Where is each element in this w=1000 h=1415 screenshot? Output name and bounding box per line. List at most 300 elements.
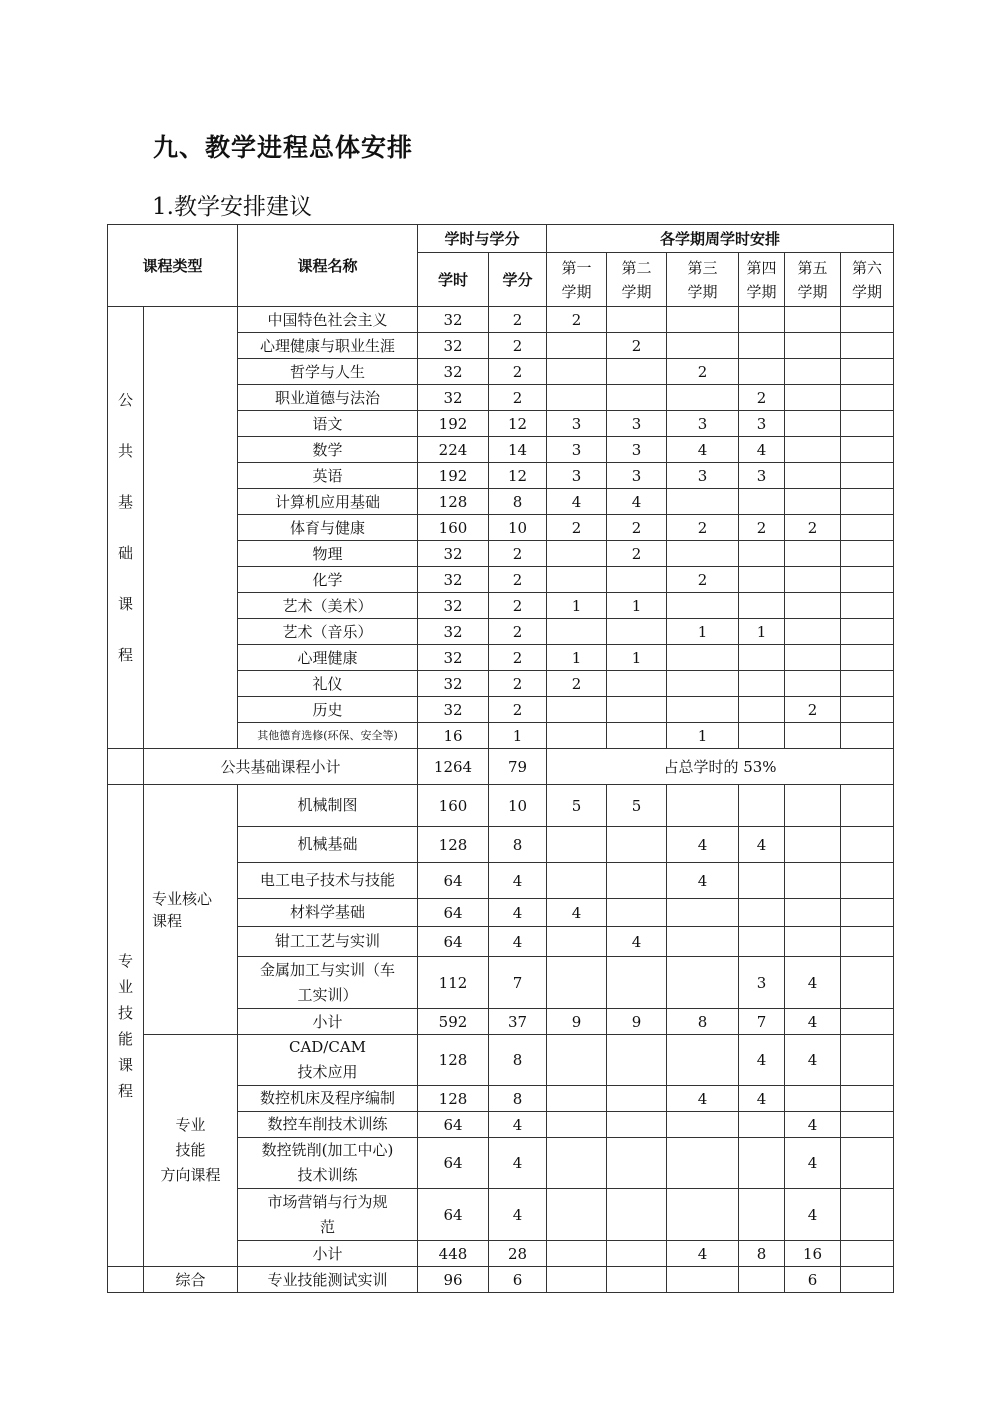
semester-3-hours: 1 [667, 723, 739, 749]
course-name: 金属加工与实训（车 工实训） [238, 957, 418, 1009]
course-credits: 7 [489, 957, 547, 1009]
course-hours: 128 [418, 827, 489, 863]
table-row [108, 1035, 894, 1086]
course-name: 艺术（音乐） [238, 619, 418, 645]
semester-4-hours: 4 [739, 437, 785, 463]
course-hours: 32 [418, 567, 489, 593]
semester-3-hours [667, 307, 739, 333]
semester-4-hours: 4 [739, 1035, 785, 1086]
course-credits: 2 [489, 593, 547, 619]
course-credits: 4 [489, 899, 547, 927]
course-credits: 12 [489, 463, 547, 489]
semester-3-hours: 3 [667, 463, 739, 489]
semester-5-hours: 2 [785, 697, 841, 723]
course-name: 材料学基础 [238, 899, 418, 927]
semester-4-hours: 1 [739, 619, 785, 645]
course-hours: 32 [418, 619, 489, 645]
course-name: 物理 [238, 541, 418, 567]
semester-5-hours [785, 593, 841, 619]
semester-3-hours: 3 [667, 411, 739, 437]
semester-5-hours [785, 619, 841, 645]
semester-6-hours [841, 957, 894, 1009]
direction-subtotal-semester-6 [841, 1241, 894, 1267]
public-subtotal-label: 公共基础课程小计 [144, 749, 418, 785]
semester-2-hours: 3 [607, 463, 667, 489]
public-subtotal-credits: 79 [489, 749, 547, 785]
table-row [108, 785, 894, 827]
semester-5-hours [785, 385, 841, 411]
core-subtotal-semester-4: 7 [739, 1009, 785, 1035]
header-semester-3: 第三 学期 [667, 253, 739, 307]
course-hours: 128 [418, 1035, 489, 1086]
semester-4-hours [739, 927, 785, 957]
course-hours: 96 [418, 1267, 489, 1293]
spacer-cell [108, 749, 144, 785]
course-name: 专业技能测试实训 [238, 1267, 418, 1293]
course-name: 英语 [238, 463, 418, 489]
semester-6-hours [841, 1035, 894, 1086]
semester-3-hours: 1 [667, 619, 739, 645]
direction-subtotal-semester-4: 8 [739, 1241, 785, 1267]
semester-1-hours [547, 697, 607, 723]
semester-3-hours [667, 1189, 739, 1241]
course-hours: 64 [418, 899, 489, 927]
course-hours: 128 [418, 489, 489, 515]
semester-1-hours [547, 863, 607, 899]
semester-3-hours: 2 [667, 359, 739, 385]
core-subtotal-semester-6 [841, 1009, 894, 1035]
semester-2-hours [607, 1267, 667, 1293]
semester-1-hours [547, 359, 607, 385]
course-credits: 2 [489, 541, 547, 567]
semester-5-hours [785, 567, 841, 593]
course-hours: 32 [418, 541, 489, 567]
semester-1-hours: 5 [547, 785, 607, 827]
semester-2-hours: 1 [607, 645, 667, 671]
semester-6-hours [841, 1138, 894, 1189]
semester-1-hours [547, 1086, 607, 1112]
semester-3-hours [667, 899, 739, 927]
header-course-name: 课程名称 [238, 225, 418, 307]
course-hours: 64 [418, 1138, 489, 1189]
direction-subtotal-semester-5: 16 [785, 1241, 841, 1267]
course-name: 体育与健康 [238, 515, 418, 541]
semester-4-hours: 4 [739, 1086, 785, 1112]
course-hours: 32 [418, 359, 489, 385]
course-name: 数控车削技术训练 [238, 1112, 418, 1138]
semester-4-hours [739, 863, 785, 899]
course-name: 其他德育选修(环保、安全等) [238, 723, 418, 749]
spacer-cell [108, 1267, 144, 1293]
subgroup-core-courses: 专业核心 课程 [144, 785, 238, 1035]
course-name: CAD/CAM 技术应用 [238, 1035, 418, 1086]
semester-6-hours [841, 785, 894, 827]
course-credits: 6 [489, 1267, 547, 1293]
semester-5-hours: 4 [785, 1035, 841, 1086]
public-subtotal-hours: 1264 [418, 749, 489, 785]
semester-5-hours [785, 927, 841, 957]
semester-3-hours [667, 593, 739, 619]
semester-6-hours [841, 827, 894, 863]
semester-1-hours [547, 957, 607, 1009]
semester-4-hours [739, 333, 785, 359]
semester-5-hours [785, 827, 841, 863]
semester-5-hours [785, 307, 841, 333]
course-hours: 160 [418, 785, 489, 827]
semester-6-hours [841, 1267, 894, 1293]
semester-4-hours [739, 723, 785, 749]
semester-5-hours [785, 671, 841, 697]
course-name: 机械制图 [238, 785, 418, 827]
semester-1-hours: 2 [547, 307, 607, 333]
semester-3-hours [667, 671, 739, 697]
course-name: 职业道德与法治 [238, 385, 418, 411]
course-name: 机械基础 [238, 827, 418, 863]
course-name: 中国特色社会主义 [238, 307, 418, 333]
semester-4-hours [739, 671, 785, 697]
course-credits: 8 [489, 827, 547, 863]
semester-3-hours [667, 785, 739, 827]
course-hours: 32 [418, 385, 489, 411]
semester-2-hours [607, 1086, 667, 1112]
semester-6-hours [841, 619, 894, 645]
semester-3-hours [667, 385, 739, 411]
course-credits: 2 [489, 333, 547, 359]
semester-4-hours [739, 541, 785, 567]
semester-3-hours [667, 957, 739, 1009]
semester-6-hours [841, 515, 894, 541]
semester-1-hours: 3 [547, 463, 607, 489]
semester-1-hours [547, 927, 607, 957]
semester-6-hours [841, 307, 894, 333]
semester-6-hours [841, 899, 894, 927]
header-credits: 学分 [489, 253, 547, 307]
table-row [108, 225, 894, 253]
semester-2-hours [607, 827, 667, 863]
semester-6-hours [841, 541, 894, 567]
semester-5-hours [785, 463, 841, 489]
direction-subtotal-label: 小计 [238, 1241, 418, 1267]
core-subtotal-semester-2: 9 [607, 1009, 667, 1035]
semester-4-hours [739, 307, 785, 333]
semester-3-hours [667, 333, 739, 359]
header-semester-4: 第四 学期 [739, 253, 785, 307]
semester-6-hours [841, 1086, 894, 1112]
semester-6-hours [841, 463, 894, 489]
course-credits: 4 [489, 863, 547, 899]
semester-5-hours: 2 [785, 515, 841, 541]
core-subtotal-credits: 37 [489, 1009, 547, 1035]
course-credits: 2 [489, 671, 547, 697]
semester-1-hours [547, 1138, 607, 1189]
course-name: 数控机床及程序编制 [238, 1086, 418, 1112]
public-subtotal-note: 占总学时的 53% [547, 749, 894, 785]
semester-3-hours: 4 [667, 437, 739, 463]
semester-6-hours [841, 489, 894, 515]
course-name: 心理健康与职业生涯 [238, 333, 418, 359]
semester-5-hours: 6 [785, 1267, 841, 1293]
semester-4-hours [739, 359, 785, 385]
core-subtotal-label: 小计 [238, 1009, 418, 1035]
semester-6-hours [841, 359, 894, 385]
course-name: 化学 [238, 567, 418, 593]
course-hours: 32 [418, 645, 489, 671]
semester-1-hours [547, 385, 607, 411]
semester-5-hours [785, 723, 841, 749]
course-name: 数控铣削(加工中心) 技术训练 [238, 1138, 418, 1189]
semester-4-hours [739, 567, 785, 593]
subgroup-direction-courses: 专业 技能 方向课程 [144, 1035, 238, 1267]
semester-3-hours [667, 541, 739, 567]
course-credits: 2 [489, 567, 547, 593]
semester-2-hours: 1 [607, 593, 667, 619]
semester-1-hours [547, 567, 607, 593]
semester-6-hours [841, 333, 894, 359]
semester-6-hours [841, 411, 894, 437]
section-subheading: 1.教学安排建议 [152, 194, 312, 220]
course-name: 钳工工艺与实训 [238, 927, 418, 957]
semester-2-hours [607, 697, 667, 723]
semester-3-hours [667, 697, 739, 723]
semester-1-hours: 4 [547, 899, 607, 927]
course-credits: 4 [489, 1138, 547, 1189]
course-credits: 12 [489, 411, 547, 437]
semester-2-hours: 3 [607, 437, 667, 463]
header-semester-5: 第五 学期 [785, 253, 841, 307]
course-hours: 64 [418, 1112, 489, 1138]
semester-3-hours: 2 [667, 515, 739, 541]
course-credits: 2 [489, 619, 547, 645]
course-credits: 2 [489, 385, 547, 411]
course-hours: 192 [418, 411, 489, 437]
semester-1-hours: 2 [547, 515, 607, 541]
header-semester-6: 第六 学期 [841, 253, 894, 307]
semester-5-hours: 4 [785, 957, 841, 1009]
core-subtotal-semester-5: 4 [785, 1009, 841, 1035]
course-hours: 32 [418, 593, 489, 619]
semester-4-hours [739, 1138, 785, 1189]
course-credits: 2 [489, 697, 547, 723]
header-course-type: 课程类型 [108, 225, 238, 307]
course-name: 哲学与人生 [238, 359, 418, 385]
semester-6-hours [841, 863, 894, 899]
semester-4-hours [739, 899, 785, 927]
semester-4-hours [739, 785, 785, 827]
semester-6-hours [841, 927, 894, 957]
semester-4-hours: 3 [739, 957, 785, 1009]
course-name: 心理健康 [238, 645, 418, 671]
semester-4-hours [739, 1112, 785, 1138]
semester-5-hours [785, 863, 841, 899]
semester-3-hours [667, 489, 739, 515]
course-name: 电工电子技术与技能 [238, 863, 418, 899]
semester-4-hours: 2 [739, 515, 785, 541]
semester-5-hours [785, 541, 841, 567]
semester-6-hours [841, 385, 894, 411]
course-credits: 8 [489, 489, 547, 515]
semester-2-hours [607, 723, 667, 749]
semester-2-hours: 4 [607, 927, 667, 957]
semester-5-hours [785, 411, 841, 437]
semester-5-hours [785, 359, 841, 385]
course-name: 计算机应用基础 [238, 489, 418, 515]
semester-1-hours [547, 541, 607, 567]
semester-3-hours: 4 [667, 827, 739, 863]
course-hours: 160 [418, 515, 489, 541]
subgroup-comprehensive: 综合 [144, 1267, 238, 1293]
semester-5-hours [785, 785, 841, 827]
course-name: 市场营销与行为规 范 [238, 1189, 418, 1241]
semester-6-hours [841, 723, 894, 749]
semester-2-hours [607, 671, 667, 697]
course-hours: 192 [418, 463, 489, 489]
semester-1-hours [547, 1035, 607, 1086]
semester-1-hours [547, 333, 607, 359]
semester-1-hours: 1 [547, 645, 607, 671]
semester-3-hours: 4 [667, 863, 739, 899]
semester-4-hours [739, 1189, 785, 1241]
semester-6-hours [841, 593, 894, 619]
semester-5-hours [785, 1086, 841, 1112]
group-public-basic: 公 共 基 础 课 程 [108, 307, 144, 749]
course-hours: 64 [418, 927, 489, 957]
core-subtotal-semester-1: 9 [547, 1009, 607, 1035]
course-hours: 64 [418, 863, 489, 899]
semester-1-hours: 3 [547, 411, 607, 437]
semester-1-hours [547, 1189, 607, 1241]
semester-4-hours [739, 645, 785, 671]
course-credits: 1 [489, 723, 547, 749]
course-hours: 32 [418, 333, 489, 359]
course-hours: 224 [418, 437, 489, 463]
table-row [108, 749, 894, 785]
schedule-table [107, 224, 894, 1293]
course-credits: 8 [489, 1035, 547, 1086]
semester-4-hours [739, 489, 785, 515]
semester-2-hours [607, 1138, 667, 1189]
header-hours-credits: 学时与学分 [418, 225, 547, 253]
semester-6-hours [841, 567, 894, 593]
semester-2-hours [607, 1112, 667, 1138]
semester-4-hours: 2 [739, 385, 785, 411]
semester-2-hours [607, 899, 667, 927]
table-row [108, 307, 894, 333]
course-name: 艺术（美术） [238, 593, 418, 619]
course-name: 礼仪 [238, 671, 418, 697]
header-semester-schedule: 各学期周学时安排 [547, 225, 894, 253]
course-credits: 2 [489, 307, 547, 333]
semester-1-hours [547, 723, 607, 749]
course-credits: 8 [489, 1086, 547, 1112]
semester-6-hours [841, 1112, 894, 1138]
semester-4-hours: 4 [739, 827, 785, 863]
semester-1-hours [547, 619, 607, 645]
semester-2-hours: 4 [607, 489, 667, 515]
table-row [108, 1267, 894, 1293]
semester-5-hours: 4 [785, 1112, 841, 1138]
header-hours: 学时 [418, 253, 489, 307]
semester-4-hours [739, 593, 785, 619]
core-subtotal-semester-3: 8 [667, 1009, 739, 1035]
semester-2-hours [607, 863, 667, 899]
direction-subtotal-credits: 28 [489, 1241, 547, 1267]
semester-6-hours [841, 437, 894, 463]
semester-2-hours: 2 [607, 333, 667, 359]
semester-3-hours [667, 927, 739, 957]
semester-4-hours [739, 1267, 785, 1293]
course-name: 语文 [238, 411, 418, 437]
course-hours: 112 [418, 957, 489, 1009]
semester-2-hours: 2 [607, 541, 667, 567]
course-name: 历史 [238, 697, 418, 723]
spacer-cell [144, 307, 238, 749]
course-credits: 10 [489, 785, 547, 827]
semester-6-hours [841, 645, 894, 671]
semester-4-hours [739, 697, 785, 723]
semester-3-hours: 2 [667, 567, 739, 593]
semester-5-hours: 4 [785, 1138, 841, 1189]
course-credits: 2 [489, 359, 547, 385]
semester-1-hours [547, 827, 607, 863]
semester-2-hours [607, 385, 667, 411]
direction-subtotal-semester-1 [547, 1241, 607, 1267]
semester-3-hours [667, 1267, 739, 1293]
group-professional-skills: 专 业 技 能 课 程 [108, 785, 144, 1267]
semester-2-hours [607, 1035, 667, 1086]
semester-2-hours [607, 567, 667, 593]
course-credits: 4 [489, 927, 547, 957]
course-credits: 4 [489, 1112, 547, 1138]
course-credits: 4 [489, 1189, 547, 1241]
direction-subtotal-semester-3: 4 [667, 1241, 739, 1267]
header-semester-2: 第二 学期 [607, 253, 667, 307]
semester-5-hours: 4 [785, 1189, 841, 1241]
course-hours: 32 [418, 671, 489, 697]
semester-4-hours: 3 [739, 463, 785, 489]
page-heading: 九、教学进程总体安排 [153, 133, 414, 162]
semester-1-hours [547, 1267, 607, 1293]
course-hours: 32 [418, 307, 489, 333]
semester-2-hours: 3 [607, 411, 667, 437]
course-hours: 128 [418, 1086, 489, 1112]
semester-1-hours [547, 1112, 607, 1138]
course-credits: 2 [489, 645, 547, 671]
core-subtotal-hours: 592 [418, 1009, 489, 1035]
semester-1-hours: 2 [547, 671, 607, 697]
semester-3-hours [667, 1035, 739, 1086]
course-credits: 14 [489, 437, 547, 463]
semester-6-hours [841, 1189, 894, 1241]
semester-2-hours: 5 [607, 785, 667, 827]
course-name: 数学 [238, 437, 418, 463]
semester-3-hours: 4 [667, 1086, 739, 1112]
semester-5-hours [785, 333, 841, 359]
semester-3-hours [667, 1138, 739, 1189]
semester-2-hours: 2 [607, 515, 667, 541]
direction-subtotal-semester-2 [607, 1241, 667, 1267]
course-hours: 32 [418, 697, 489, 723]
direction-subtotal-hours: 448 [418, 1241, 489, 1267]
course-hours: 16 [418, 723, 489, 749]
course-credits: 10 [489, 515, 547, 541]
semester-5-hours [785, 437, 841, 463]
semester-6-hours [841, 671, 894, 697]
semester-5-hours [785, 899, 841, 927]
semester-2-hours [607, 307, 667, 333]
semester-1-hours: 4 [547, 489, 607, 515]
semester-5-hours [785, 645, 841, 671]
semester-5-hours [785, 489, 841, 515]
